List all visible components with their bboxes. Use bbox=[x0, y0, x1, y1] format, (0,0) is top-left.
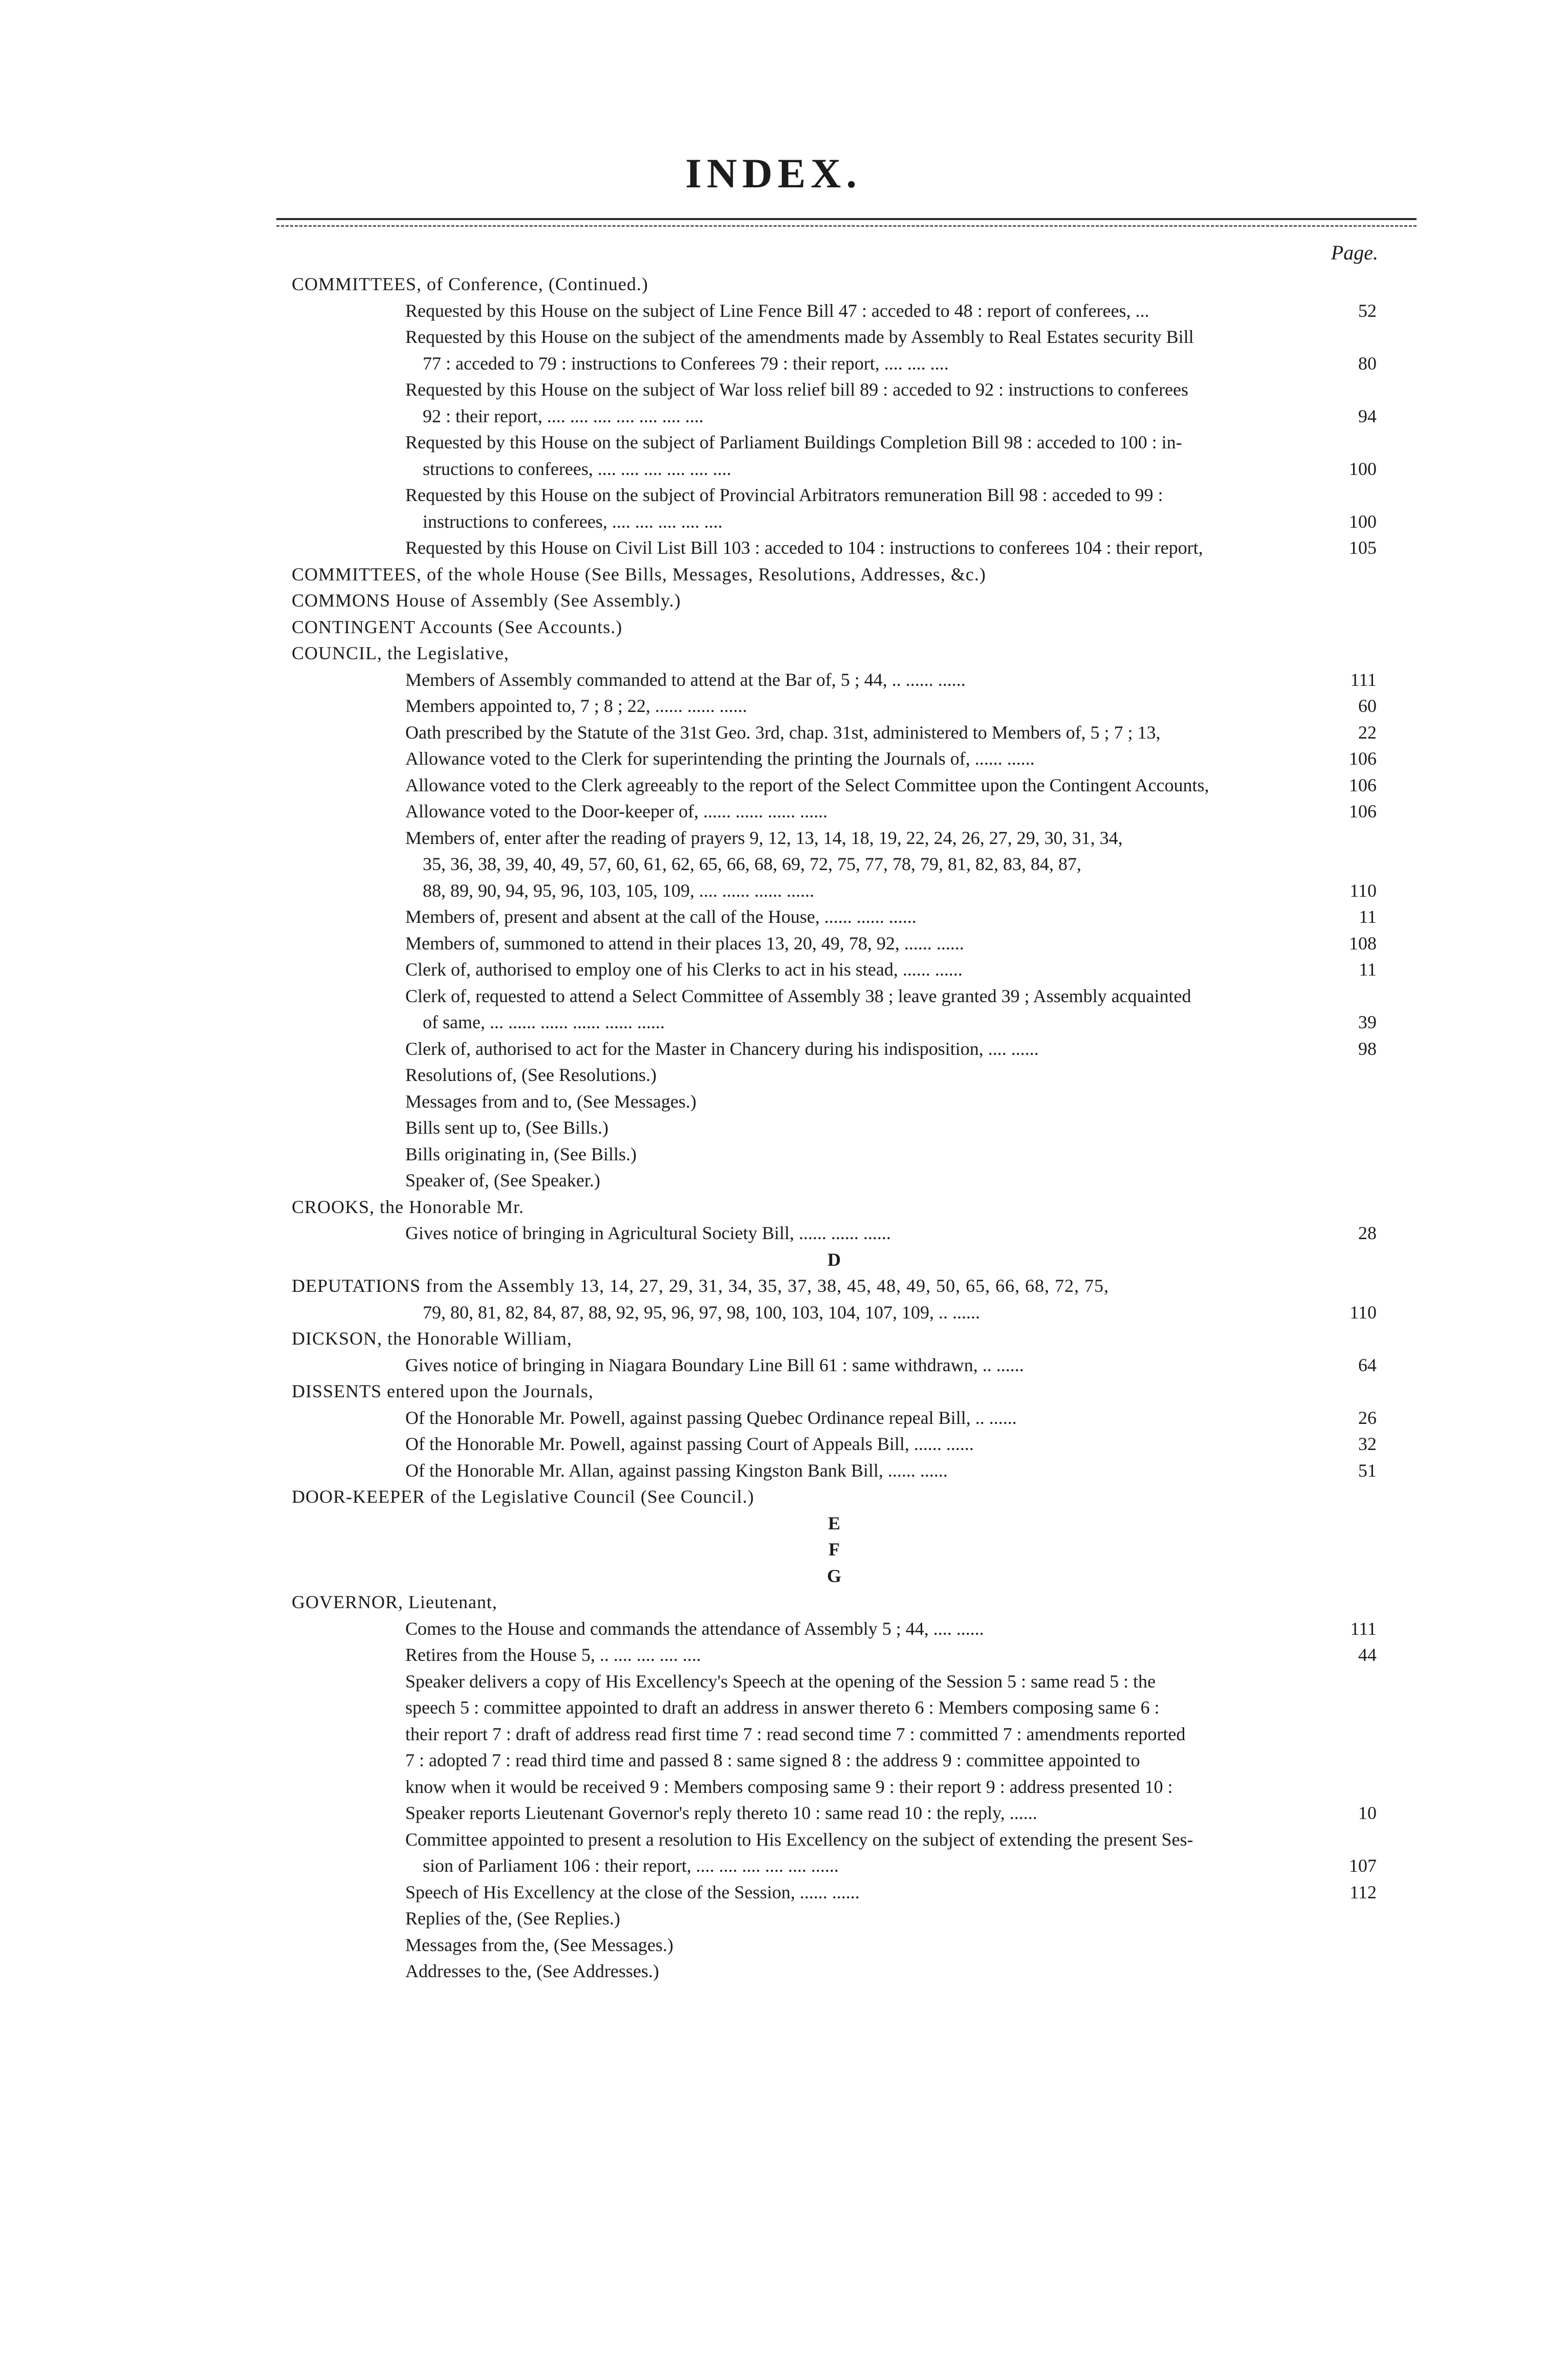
page-number: 22 bbox=[1358, 722, 1377, 743]
index-subentry bbox=[292, 1721, 1377, 1748]
entry-text: Messages from the, (See Messages.) bbox=[405, 1934, 673, 1955]
page-number: 60 bbox=[1358, 696, 1377, 716]
index-subentry bbox=[292, 1774, 1377, 1801]
entry-text: Clerk of, authorised to act for the Master in Chancery during his indisposition, .... ...... bbox=[405, 1038, 1039, 1059]
index-heading bbox=[292, 614, 1377, 641]
entry-text: Allowance voted to the Clerk for superintending the printing the Journals of, ...... ...... bbox=[405, 748, 1035, 769]
index-subentry bbox=[292, 1747, 1377, 1774]
entry-text: their report 7 : draft of address read first time 7 : read second time 7 : committed 7 : amendments reported bbox=[405, 1723, 1186, 1744]
index-subentry bbox=[292, 509, 1377, 535]
page-number: 111 bbox=[1350, 1618, 1377, 1639]
entry-text: Members of, summoned to attend in their places 13, 20, 49, 78, 92, ...... ...... bbox=[405, 933, 964, 954]
entry-text: D bbox=[827, 1249, 841, 1270]
page-number: 64 bbox=[1358, 1354, 1377, 1375]
entry-text: Members of, present and absent at the call of the House, ...... ...... ...... bbox=[405, 906, 917, 927]
index-heading bbox=[292, 271, 1377, 298]
entry-text: of same, ... ...... ...... ...... ...... ...... bbox=[423, 1012, 665, 1032]
page-number: 11 bbox=[1359, 959, 1377, 980]
entry-text: structions to conferees, .... .... .... .... .... .... bbox=[423, 458, 731, 479]
index-subentry bbox=[292, 1405, 1377, 1432]
entry-text: speech 5 : committee appointed to draft an address in answer thereto 6 : Members composing same 6 : bbox=[405, 1697, 1160, 1718]
index-subentry bbox=[292, 456, 1377, 483]
entry-text: GOVERNOR, Lieutenant, bbox=[292, 1592, 497, 1612]
index-subentry bbox=[292, 535, 1377, 561]
index-subentry bbox=[292, 1669, 1377, 1695]
index-subentry bbox=[292, 720, 1377, 746]
index-subentry bbox=[292, 878, 1377, 904]
index-subentry bbox=[292, 1879, 1377, 1906]
entry-text: 77 : acceded to 79 : instructions to Conferees 79 : their report, .... .... .... bbox=[423, 353, 949, 374]
index-subentry bbox=[292, 851, 1377, 878]
entry-text: DEPUTATIONS from the Assembly 13, 14, 27, 29, 31, 34, 35, 37, 38, 45, 48, 49, 50, 65, 66, 68, 72, 75, bbox=[292, 1275, 1109, 1296]
entry-text: 79, 80, 81, 82, 84, 87, 88, 92, 95, 96, 97, 98, 100, 103, 104, 107, 109, .. ...... bbox=[423, 1302, 980, 1323]
page-number: 106 bbox=[1349, 801, 1377, 821]
index-heading bbox=[292, 1484, 1377, 1510]
entry-text: Allowance voted to the Door-keeper of, ...... ...... ...... ...... bbox=[405, 801, 828, 821]
page-number: 10 bbox=[1358, 1803, 1377, 1823]
index-heading bbox=[292, 561, 1377, 588]
page-number: 106 bbox=[1349, 774, 1377, 795]
entry-text: Allowance voted to the Clerk agreeably to the report of the Select Committee upon the Contingent Accounts, bbox=[405, 774, 1209, 795]
entry-text: Gives notice of bringing in Agricultural Society Bill, ...... ...... ...... bbox=[405, 1223, 891, 1243]
entry-text: Requested by this House on the subject of the amendments made by Assembly to Real Estates security Bill bbox=[405, 327, 1194, 347]
index-subentry bbox=[292, 377, 1377, 403]
title-rule-dashed bbox=[276, 225, 1417, 227]
index-subentry bbox=[292, 772, 1377, 799]
page-number: 110 bbox=[1349, 880, 1377, 901]
entry-text: 92 : their report, .... .... .... .... .... .... .... bbox=[423, 405, 704, 426]
entry-text: know when it would be received 9 : Members composing same 9 : their report 9 : address presented 10 : bbox=[405, 1776, 1173, 1797]
entry-text: Retires from the House 5, .. .... .... .... .... bbox=[405, 1645, 701, 1665]
index-subentry bbox=[292, 1800, 1377, 1827]
page-number: 28 bbox=[1358, 1223, 1377, 1243]
index-subentry bbox=[292, 957, 1377, 983]
entry-text: DISSENTS entered upon the Journals, bbox=[292, 1381, 594, 1401]
index-subentry bbox=[292, 482, 1377, 509]
page-number: 112 bbox=[1349, 1881, 1377, 1902]
entry-text: CONTINGENT Accounts (See Accounts.) bbox=[292, 616, 623, 637]
index-subentry bbox=[292, 403, 1377, 430]
index-heading bbox=[292, 1378, 1377, 1405]
page-number: 100 bbox=[1349, 458, 1377, 479]
title-rule bbox=[276, 218, 1417, 220]
index-subentry bbox=[292, 667, 1377, 694]
index-subentry bbox=[292, 1827, 1377, 1853]
index-heading bbox=[292, 1273, 1377, 1300]
index-subentry bbox=[292, 1853, 1377, 1879]
entry-text: COUNCIL, the Legislative, bbox=[292, 643, 509, 663]
index-subentry bbox=[292, 1906, 1377, 1932]
entry-text: Resolutions of, (See Resolutions.) bbox=[405, 1065, 657, 1085]
entry-text: Comes to the House and commands the attendance of Assembly 5 ; 44, .... ...... bbox=[405, 1618, 984, 1639]
index-subentry bbox=[292, 931, 1377, 957]
entry-text: Oath prescribed by the Statute of the 31st Geo. 3rd, chap. 31st, administered to Members of, 5 ; 7 ; 13, bbox=[405, 722, 1161, 743]
entry-text: Addresses to the, (See Addresses.) bbox=[405, 1961, 659, 1981]
page-number: 39 bbox=[1358, 1012, 1377, 1032]
index-heading bbox=[292, 640, 1377, 667]
index-subentry bbox=[292, 1958, 1377, 1985]
page-number: 52 bbox=[1358, 300, 1377, 321]
entry-text: Members of, enter after the reading of prayers 9, 12, 13, 14, 18, 19, 22, 24, 26, 27, 29, 30, 31, 34, bbox=[405, 827, 1123, 848]
page-number: 94 bbox=[1358, 405, 1377, 426]
entry-text: Of the Honorable Mr. Powell, against passing Court of Appeals Bill, ...... ...... bbox=[405, 1434, 974, 1454]
index-subentry bbox=[292, 1932, 1377, 1959]
entry-text: Messages from and to, (See Messages.) bbox=[405, 1091, 696, 1112]
index-subentry bbox=[292, 983, 1377, 1010]
index-subentry bbox=[292, 1220, 1377, 1247]
index-subentry bbox=[292, 1300, 1377, 1326]
page-column-label: Page. bbox=[1331, 241, 1378, 264]
entry-text: Replies of the, (See Replies.) bbox=[405, 1908, 620, 1929]
entry-text: G bbox=[826, 1565, 841, 1586]
entry-text: Requested by this House on the subject of Provincial Arbitrators remuneration Bill 98 : acceded to 99 : bbox=[405, 485, 1163, 505]
page-number: 106 bbox=[1349, 748, 1377, 769]
entry-text: Requested by this House on the subject of Line Fence Bill 47 : acceded to 48 : report of conferees, ... bbox=[405, 300, 1149, 321]
entry-text: Gives notice of bringing in Niagara Boundary Line Bill 61 : same withdrawn, .. ...... bbox=[405, 1354, 1024, 1375]
page-number: 105 bbox=[1349, 537, 1377, 558]
section-letter bbox=[292, 1563, 1377, 1590]
page-number: 11 bbox=[1359, 906, 1377, 927]
entry-text: Committee appointed to present a resolution to His Excellency on the subject of extending the present Ses- bbox=[405, 1829, 1193, 1850]
section-letter bbox=[292, 1247, 1377, 1273]
page-number: 51 bbox=[1358, 1460, 1377, 1481]
entry-text: Requested by this House on Civil List Bill 103 : acceded to 104 : instructions to conferees 104 : their report, bbox=[405, 537, 1203, 558]
page-number: 108 bbox=[1349, 933, 1377, 954]
index-subentry bbox=[292, 1695, 1377, 1721]
index-heading bbox=[292, 1326, 1377, 1352]
section-letter bbox=[292, 1537, 1377, 1563]
page-number: 44 bbox=[1358, 1645, 1377, 1665]
index-subentry bbox=[292, 1642, 1377, 1669]
entry-text: COMMITTEES, of Conference, (Continued.) bbox=[292, 274, 648, 294]
index-subentry bbox=[292, 1431, 1377, 1458]
entry-text: 7 : adopted 7 : read third time and passed 8 : same signed 8 : the address 9 : committee appointed to bbox=[405, 1750, 1140, 1770]
entry-text: Of the Honorable Mr. Allan, against passing Kingston Bank Bill, ...... ...... bbox=[405, 1460, 948, 1481]
entry-text: DICKSON, the Honorable William, bbox=[292, 1328, 572, 1349]
entry-text: Members appointed to, 7 ; 8 ; 22, ...... ...... ...... bbox=[405, 696, 747, 716]
index-subentry bbox=[292, 1089, 1377, 1115]
page-title: INDEX. bbox=[685, 150, 862, 197]
entry-text: instructions to conferees, .... .... .... .... .... bbox=[423, 511, 723, 532]
index-subentry bbox=[292, 1616, 1377, 1642]
entry-text: Requested by this House on the subject of Parliament Buildings Completion Bill 98 : acceded to 100 : in- bbox=[405, 432, 1182, 452]
index-subentry bbox=[292, 429, 1377, 456]
page-number: 107 bbox=[1349, 1855, 1377, 1876]
section-letter bbox=[292, 1510, 1377, 1537]
index-subentry bbox=[292, 1062, 1377, 1089]
index-entries bbox=[292, 271, 1377, 1985]
entry-text: Bills sent up to, (See Bills.) bbox=[405, 1117, 609, 1138]
index-subentry bbox=[292, 1167, 1377, 1194]
page-number: 26 bbox=[1358, 1407, 1377, 1428]
entry-text: E bbox=[827, 1512, 840, 1533]
index-subentry bbox=[292, 1036, 1377, 1063]
index-subentry bbox=[292, 324, 1377, 351]
entry-text: Speaker of, (See Speaker.) bbox=[405, 1170, 600, 1191]
index-subentry bbox=[292, 1141, 1377, 1168]
index-subentry bbox=[292, 1009, 1377, 1036]
index-subentry bbox=[292, 825, 1377, 852]
entry-text: F bbox=[829, 1539, 840, 1560]
index-subentry bbox=[292, 1458, 1377, 1484]
index-subentry bbox=[292, 1115, 1377, 1141]
index-heading bbox=[292, 1589, 1377, 1616]
index-subentry bbox=[292, 746, 1377, 772]
entry-text: Requested by this House on the subject of War loss relief bill 89 : acceded to 92 : instructions to conferees bbox=[405, 379, 1189, 400]
index-subentry bbox=[292, 693, 1377, 720]
index-subentry bbox=[292, 798, 1377, 825]
page-number: 32 bbox=[1358, 1434, 1377, 1454]
entry-text: Clerk of, requested to attend a Select Committee of Assembly 38 ; leave granted 39 ; Assembly acquainted bbox=[405, 985, 1191, 1006]
index-heading bbox=[292, 588, 1377, 614]
page-number: 98 bbox=[1358, 1038, 1377, 1059]
index-subentry bbox=[292, 351, 1377, 377]
entry-text: Clerk of, authorised to employ one of his Clerks to act in his stead, ...... ...... bbox=[405, 959, 963, 980]
entry-text: 35, 36, 38, 39, 40, 49, 57, 60, 61, 62, 65, 66, 68, 69, 72, 75, 77, 78, 79, 81, 82, 83, 84, 87, bbox=[423, 854, 1081, 874]
page-number: 80 bbox=[1358, 353, 1377, 374]
entry-text: 88, 89, 90, 94, 95, 96, 103, 105, 109, .... ...... ...... ...... bbox=[423, 880, 814, 901]
index-heading bbox=[292, 1194, 1377, 1221]
page-number: 100 bbox=[1349, 511, 1377, 532]
entry-text: Of the Honorable Mr. Powell, against passing Quebec Ordinance repeal Bill, .. ...... bbox=[405, 1407, 1017, 1428]
page-number: 110 bbox=[1349, 1302, 1377, 1323]
entry-text: Members of Assembly commanded to attend at the Bar of, 5 ; 44, .. ...... ...... bbox=[405, 669, 966, 690]
entry-text: COMMITTEES, of the whole House (See Bills, Messages, Resolutions, Addresses, &c.) bbox=[292, 564, 986, 585]
entry-text: Speech of His Excellency at the close of the Session, ...... ...... bbox=[405, 1881, 860, 1902]
entry-text: DOOR-KEEPER of the Legislative Council (See Council.) bbox=[292, 1486, 754, 1507]
entry-text: COMMONS House of Assembly (See Assembly.) bbox=[292, 590, 681, 611]
entry-text: CROOKS, the Honorable Mr. bbox=[292, 1196, 524, 1217]
entry-text: Bills originating in, (See Bills.) bbox=[405, 1143, 637, 1164]
index-subentry bbox=[292, 904, 1377, 931]
entry-text: Speaker delivers a copy of His Excellency's Speech at the opening of the Session 5 : same read 5 : the bbox=[405, 1671, 1156, 1692]
index-subentry bbox=[292, 298, 1377, 324]
page-number: 111 bbox=[1350, 669, 1377, 690]
entry-text: sion of Parliament 106 : their report, .... .... .... .... .... ...... bbox=[423, 1855, 839, 1876]
index-subentry bbox=[292, 1352, 1377, 1379]
entry-text: Speaker reports Lieutenant Governor's reply thereto 10 : same read 10 : the reply, ...... bbox=[405, 1803, 1037, 1823]
